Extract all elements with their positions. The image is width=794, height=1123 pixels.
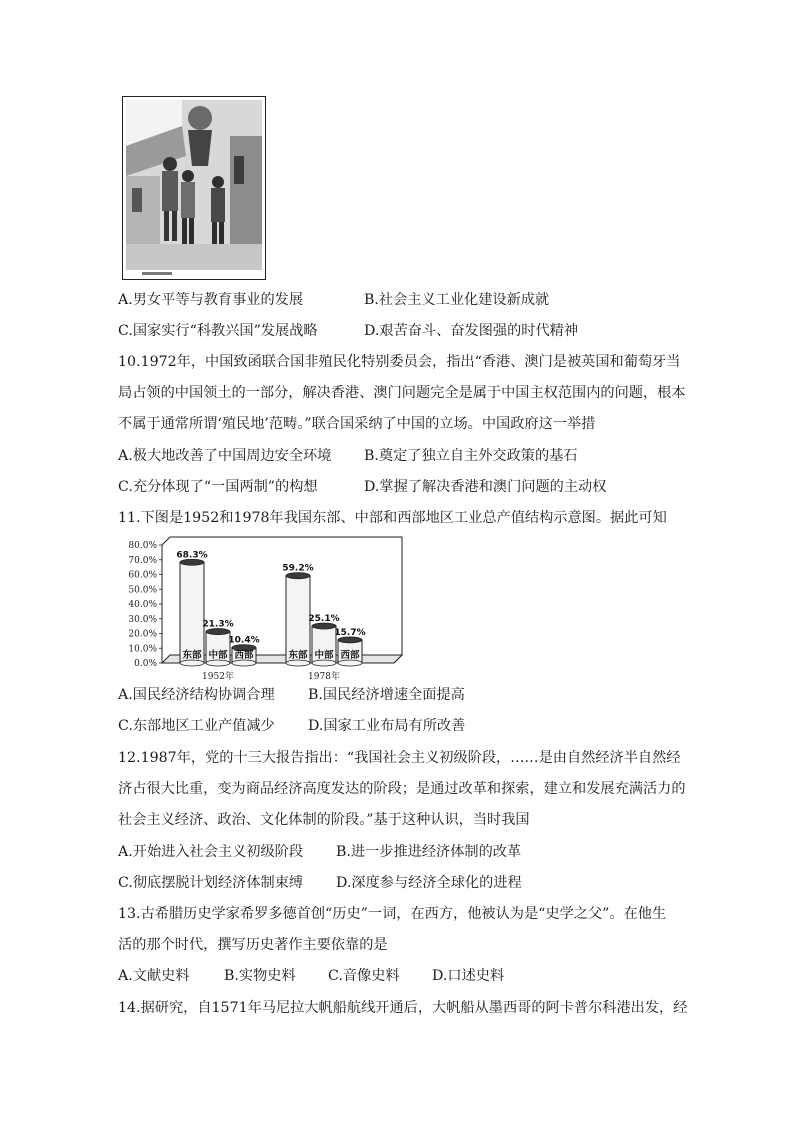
category-label: 1978年: [308, 672, 340, 682]
data-label: 59.2%: [282, 563, 314, 574]
q12-option-d[interactable]: D.深度参与经济全球化的进程: [336, 875, 522, 891]
q12-option-b[interactable]: B.进一步推进经济体制的改革: [336, 844, 522, 860]
q9-option-b[interactable]: B.社会主义工业化建设新成就: [364, 292, 550, 308]
y-tick-label: 70.0%: [128, 555, 157, 566]
q10-option-a[interactable]: A.极大地改善了中国周边安全环境: [118, 448, 332, 464]
q11-stem-line: 11.下图是1952和1978年我国东部、中部和西部地区工业总产值结构示意图。据此可知: [118, 510, 667, 526]
q9-option-d[interactable]: D.艰苦奋斗、奋发图强的时代精神: [364, 323, 579, 339]
industry-structure-chart: [118, 535, 408, 683]
q13-stem-line: 13.古希腊历史学家希罗多德首创“历史”一词，在西方，他被认为是“史学之父”。在他生: [118, 906, 667, 922]
q10-option-d[interactable]: D.掌握了解决香港和澳门问题的主动权: [364, 479, 607, 495]
y-tick-label: 40.0%: [128, 600, 157, 610]
y-tick-label: 20.0%: [128, 629, 157, 640]
q10-option-b[interactable]: B.奠定了独立自主外交政策的基石: [364, 448, 578, 464]
q10-stem-line: 局占领的中国领土的一部分，解决香港、澳门问题完全是属于中国主权范围内的问题，根本: [118, 385, 686, 401]
bar-series-label: 西部: [234, 650, 254, 661]
q13-option-a[interactable]: A.文献史料: [118, 968, 190, 984]
y-tick-label: 30.0%: [128, 614, 157, 625]
y-tick-label: 80.0%: [128, 541, 157, 551]
q11-option-b[interactable]: B.国民经济增速全面提高: [308, 687, 465, 703]
q13-option-b[interactable]: B.实物史料: [224, 968, 296, 984]
y-tick-label: 0.0%: [134, 659, 157, 669]
bar-series-label: 西部: [340, 650, 360, 661]
q13-option-d[interactable]: D.口述史料: [432, 968, 505, 984]
category-label: 1952年: [202, 672, 234, 682]
data-label: 10.4%: [228, 635, 260, 646]
q12-option-c[interactable]: C.彻底摆脱计划经济体制束缚: [118, 875, 304, 891]
q10-option-c[interactable]: C.充分体现了“一国两制”的构想: [118, 479, 318, 495]
bar-series-label: 东部: [182, 650, 202, 661]
data-label: 15.7%: [334, 627, 366, 638]
q13-option-c[interactable]: C.音像史料: [328, 968, 400, 984]
q9-option-a[interactable]: A.男女平等与教育事业的发展: [118, 292, 304, 308]
q12-option-a[interactable]: A.开始进入社会主义初级阶段: [118, 844, 304, 860]
q12-stem-line: 社会主义经济、政治、文化体制的阶段。”基于这种认识，当时我国: [118, 812, 530, 828]
bar-series-label: 东部: [288, 650, 308, 661]
q11-option-c[interactable]: C.东部地区工业产值减少: [118, 718, 275, 734]
q9-option-c[interactable]: C.国家实行“科教兴国”发展战略: [118, 323, 318, 339]
q10-stem-line: 不属于通常所谓‘殖民地’范畴。”联合国采纳了中国的立场。中国政府这一举措: [118, 416, 596, 432]
bar-series-label: 中部: [314, 650, 334, 661]
q12-stem-line: 济占很大比重，变为商品经济高度发达的阶段；是通过改革和探索，建立和发展充满活力的: [118, 781, 686, 797]
data-label: 68.3%: [176, 550, 208, 561]
bar-series-label: 中部: [208, 650, 228, 661]
q14-stem-line: 14.据研究，自1571年马尼拉大帆船航线开通后，大帆船从墨西哥的阿卡普尔科港出发，经: [118, 1000, 688, 1016]
y-tick-label: 60.0%: [128, 570, 157, 581]
q10-stem-line: 10.1972年，中国致函联合国非殖民化特别委员会，指出“香港、澳门是被英国和葡萄牙当: [118, 354, 681, 370]
data-label: 21.3%: [202, 619, 234, 630]
data-label: 25.1%: [308, 613, 340, 624]
historical-photo: [122, 96, 266, 280]
y-tick-label: 10.0%: [128, 644, 157, 655]
q11-option-a[interactable]: A.国民经济结构协调合理: [118, 687, 275, 703]
q12-stem-line: 12.1987年，党的十三大报告指出：“我国社会主义初级阶段，……是由自然经济半自然经: [118, 750, 681, 766]
q11-option-d[interactable]: D.国家工业布局有所改善: [308, 718, 466, 734]
q13-stem-line: 活的那个时代，撰写历史著作主要依靠的是: [118, 937, 388, 953]
bar: [180, 562, 204, 663]
y-tick-label: 50.0%: [128, 585, 157, 596]
